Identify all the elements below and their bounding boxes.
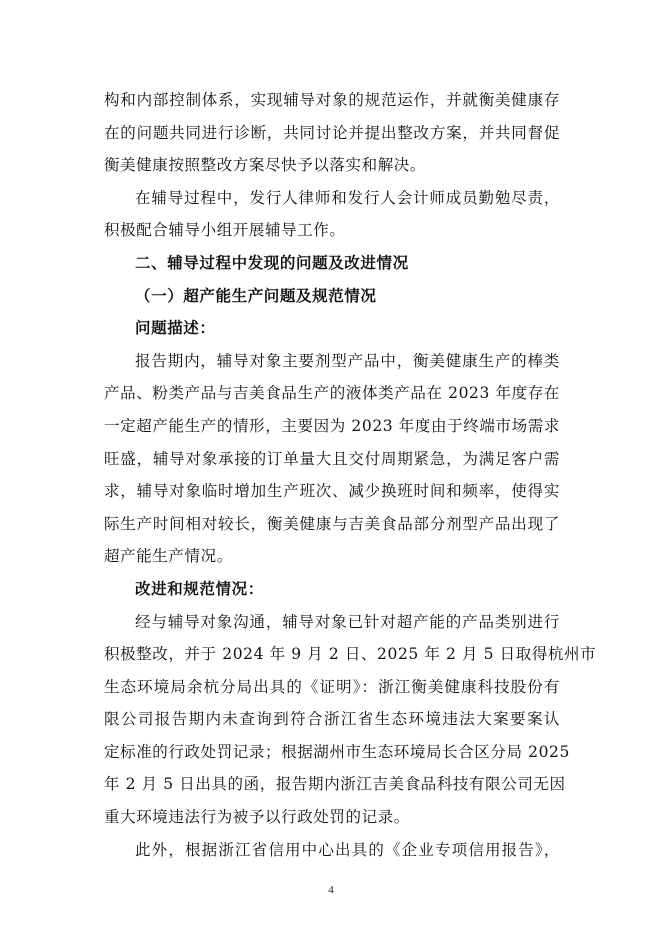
paragraph-line: 此外，根据浙江省信用中心出具的《企业专项信用报告》，	[135, 840, 560, 859]
paragraph-line: 经与辅导对象沟通，辅导对象已针对超产能的产品类别进行	[135, 612, 560, 631]
paragraph-line: 年 2 月 5 日出具的函，报告期内浙江吉美食品科技有限公司无因	[104, 775, 566, 794]
document-body	[104, 84, 597, 866]
paragraph-line: 构和内部控制体系，实现辅导对象的规范运作，并就衡美健康存	[104, 91, 560, 109]
paragraph-line: 一定超产能生产的情形，主要因为 2023 年度由于终端市场需求	[104, 416, 560, 435]
subsection-heading: （一）超产能生产问题及规范情况	[135, 286, 377, 305]
paragraph-line: 定标准的行政处罚记录；根据湖州市生态环境局长合区分局 2025	[104, 742, 570, 761]
paragraph-line: 超产能生产情况。	[104, 547, 233, 566]
improvement-heading: 改进和规范情况：	[135, 579, 264, 598]
paragraph-line: 旺盛，辅导对象承接的订单量大且交付周期紧急，为满足客户需	[104, 449, 560, 468]
paragraph-line: 积极配合辅导小组开展辅导工作。	[104, 221, 346, 240]
paragraph-line: 报告期内，辅导对象主要剂型产品中，衡美健康生产的棒类	[135, 351, 560, 370]
paragraph-line: 求，辅导对象临时增加生产班次、减少换班时间和频率，使得实	[104, 482, 560, 501]
paragraph-line: 在辅导过程中，发行人律师和发行人会计师成员勤勉尽责，	[135, 188, 560, 207]
problem-description-heading: 问题描述：	[135, 319, 216, 338]
paragraph-line: 产品、粉类产品与吉美食品生产的液体类产品在 2023 年度存在	[104, 384, 560, 403]
section-heading: 二、辅导过程中发现的问题及改进情况	[135, 253, 409, 272]
paragraph-line: 生态环境局余杭分局出具的《证明》：浙江衡美健康科技股份有	[104, 677, 560, 696]
paragraph-line: 衡美健康按照整改方案尽快予以落实和解决。	[104, 156, 427, 175]
page-number: 4	[328, 884, 334, 896]
paragraph-line: 积极整改，并于 2024 年 9 月 2 日、2025 年 2 月 5 日取得杭州市	[104, 645, 597, 664]
paragraph-line: 重大环境违法行为被予以行政处罚的记录。	[104, 808, 410, 827]
paragraph-line: 际生产时间相对较长，衡美健康与吉美食品部分剂型产品出现了	[104, 514, 560, 533]
paragraph-line: 在的问题共同进行诊断，共同讨论并提出整改方案，并共同督促	[104, 123, 560, 142]
paragraph-line: 限公司报告期内未查询到符合浙江省生态环境违法大案要案认	[104, 710, 560, 729]
